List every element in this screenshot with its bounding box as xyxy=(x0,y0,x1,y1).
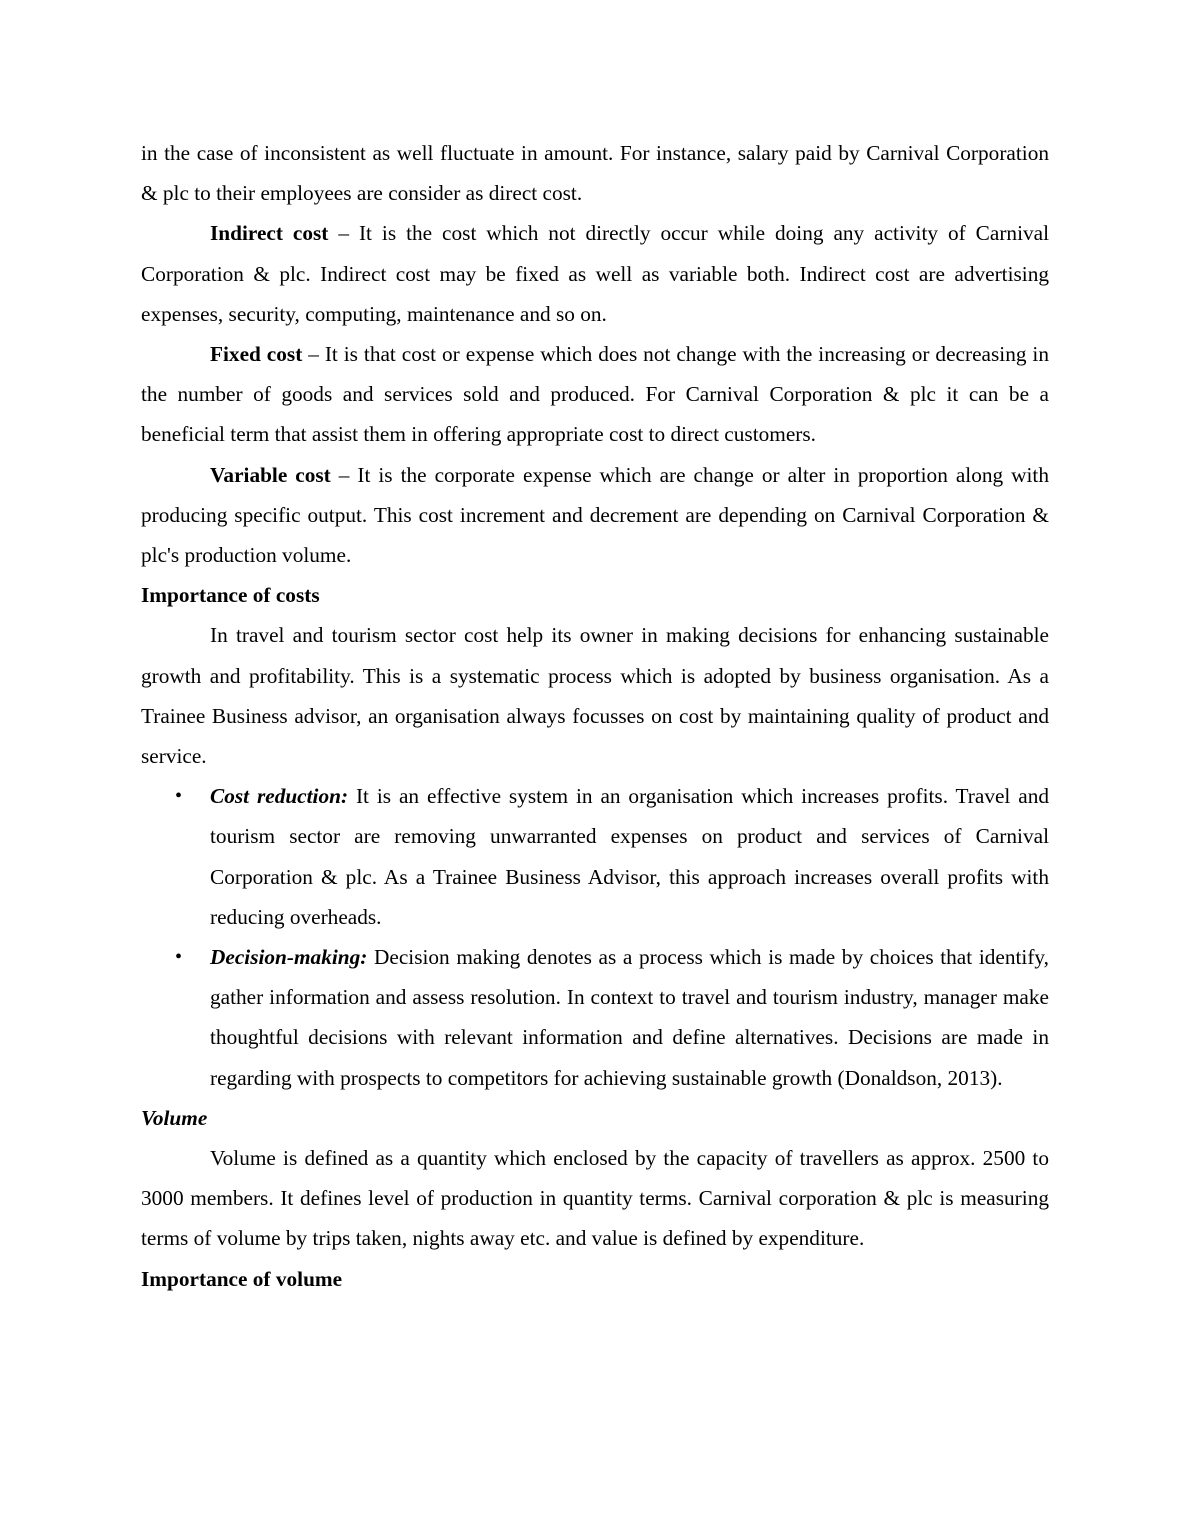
heading-importance-of-volume: Importance of volume xyxy=(141,1266,343,1291)
heading-importance-of-costs: Importance of costs xyxy=(141,583,320,608)
term-fixed-cost: Fixed cost xyxy=(210,342,303,367)
term-variable-cost: Variable cost xyxy=(210,462,331,487)
paragraph-direct-cost-continuation: in the case of inconsistent as well fluctuate in amount. For instance, salary paid by Carnival Corporation & plc to their employees are consider as direct cost. xyxy=(141,141,1049,206)
term-decision-making: Decision-making: xyxy=(210,945,368,970)
paragraph-volume: Volume is defined as a quantity which enclosed by the capacity of travellers as approx. 2500 to 3000 members. It defines level of production in quantity terms. Carnival corporation & plc is measuring terms of volume by trips taken, nights away etc. and value is defined by expenditure. xyxy=(141,1146,1049,1251)
paragraph-variable-cost xyxy=(141,455,1049,576)
document-page xyxy=(141,133,1049,1299)
definition-indirect-cost: – It is the cost which not directly occur while doing any activity of Carnival Corporation & plc. Indirect cost may be fixed as well as variable both. Indirect cost are advertising expenses, security, computing, maintenance and so on. xyxy=(141,221,1050,326)
paragraph-indirect-cost xyxy=(141,213,1049,334)
bullet-list-importance-of-costs xyxy=(141,776,1049,1098)
term-cost-reduction: Cost reduction: xyxy=(210,784,349,809)
list-item-decision-making xyxy=(175,937,1049,1098)
paragraph-fixed-cost xyxy=(141,334,1049,455)
definition-variable-cost: – It is the corporate expense which are change or alter in proportion along with producing specific output. This cost increment and decrement are depending on Carnival Corporation & plc's production volume. xyxy=(141,462,1049,568)
bullet-icon: • xyxy=(175,785,183,808)
text-cost-reduction: It is an effective system in an organisation which increases profits. Travel and tourism sector are removing unwarranted expenses on product and services of Carnival Corporation & plc. As a Trainee Business Advisor, this approach increases overall profits with reducing overheads. xyxy=(210,784,1049,929)
paragraph-importance-of-costs-intro: In travel and tourism sector cost help its owner in making decisions for enhancing sustainable growth and profitability. This is a systematic process which is adopted by business organisation. As a Trainee Business advisor, an organisation always focusses on cost by maintaining quality of product and service. xyxy=(141,623,1049,769)
list-item-cost-reduction xyxy=(175,776,1049,937)
bullet-icon: • xyxy=(175,946,183,969)
term-indirect-cost: Indirect cost xyxy=(210,221,329,246)
heading-volume: Volume xyxy=(141,1105,208,1130)
text-decision-making: Decision making denotes as a process which is made by choices that identify, gather information and assess resolution. In context to travel and tourism industry, manager make thoughtful decisions with relevant information and define alternatives. Decisions are made in regarding with prospects to competitors for achieving sustainable growth (Donaldson, 2013). xyxy=(210,945,1049,1090)
definition-fixed-cost: – It is that cost or expense which does not change with the increasing or decreasing in the number of goods and services sold and produced. For Carnival Corporation & plc it can be a beneficial term that assist them in offering appropriate cost to direct customers. xyxy=(141,342,1049,447)
